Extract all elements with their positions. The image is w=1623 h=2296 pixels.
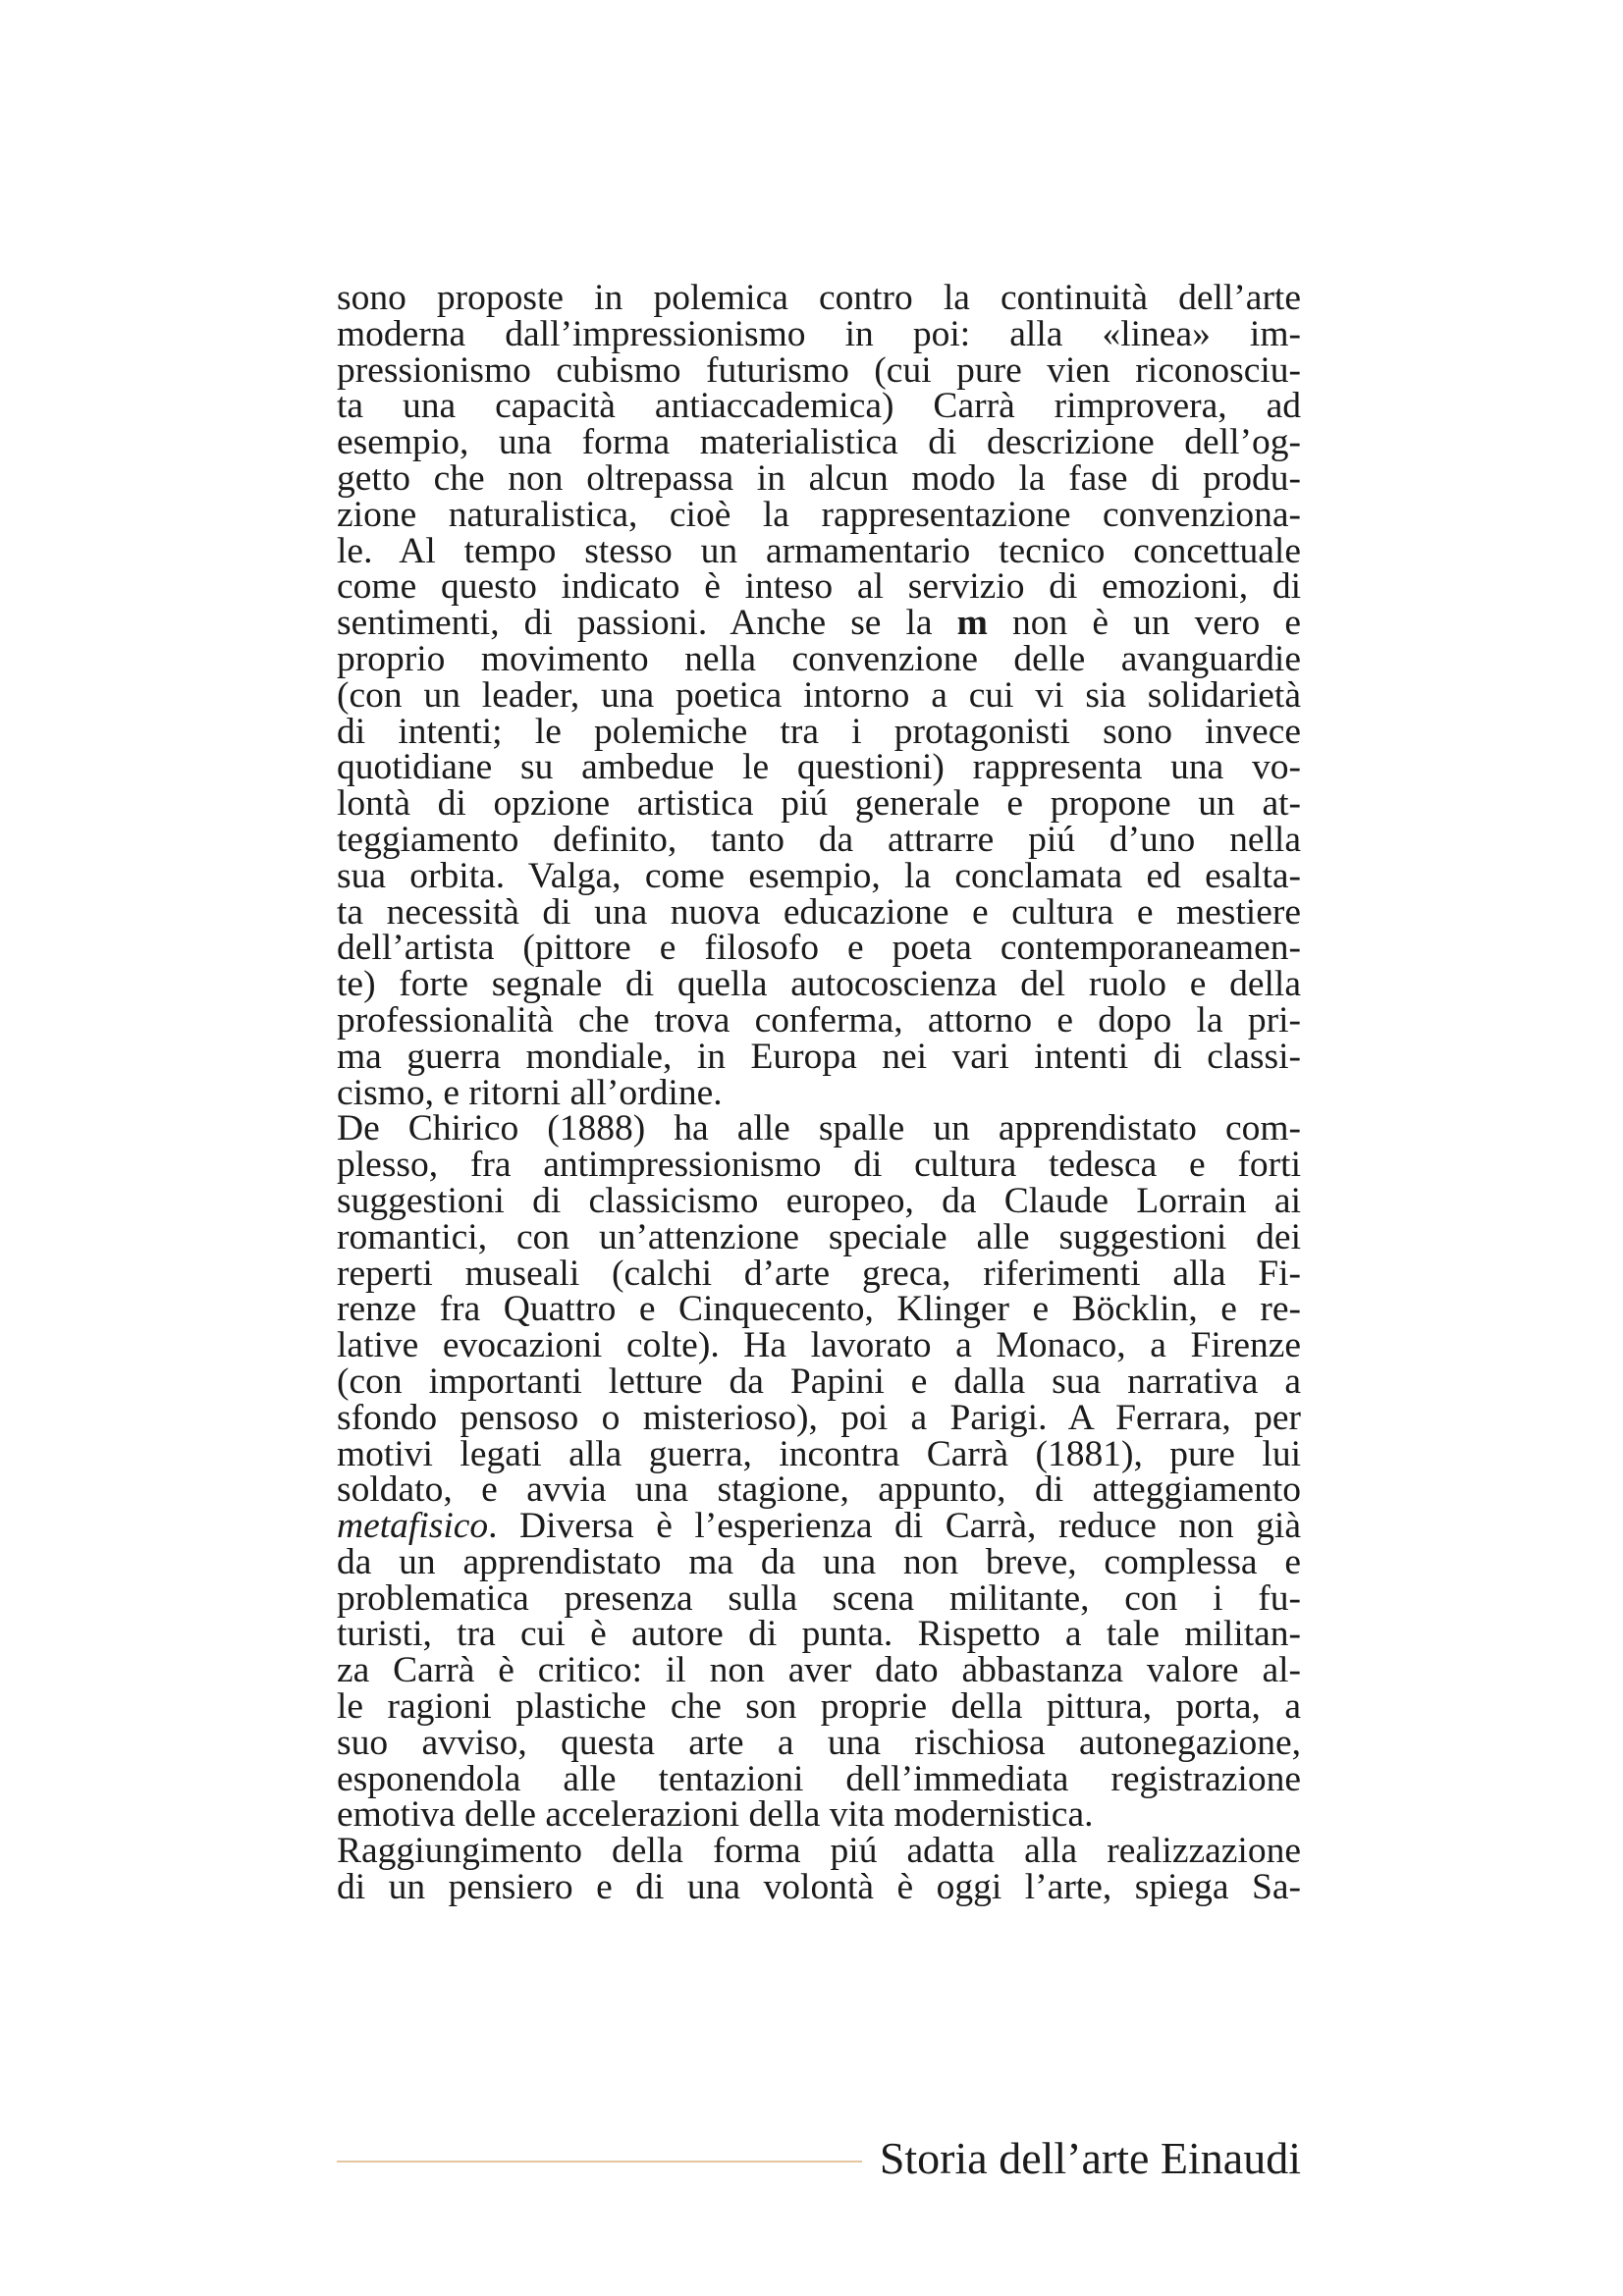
text-line: di intenti; le polemiche tra i protagonisti sono invece (337, 711, 1301, 752)
text-line: motivi legati alla guerra, incontra Carrà (1881), pure lui (337, 1433, 1301, 1474)
text-run: . Diversa è l’esperienza di Carrà, reduce non già (488, 1506, 1301, 1547)
text-line: pressionismo cubismo futurismo (cui pure vien riconosciu- (337, 349, 1301, 391)
body-text (337, 278, 1302, 1908)
text-line: zione naturalistica, cioè la rappresentazione convenziona- (337, 494, 1301, 535)
text-line: Raggiungimento della forma piú adatta alla realizzazione (337, 1831, 1301, 1872)
text-line: reperti museali (calchi d’arte greca, riferimenti alla Fi- (337, 1253, 1301, 1294)
text-line: problematica presenza sulla scena militante, con i fu- (337, 1577, 1301, 1619)
italic-term: metafisico (337, 1506, 489, 1547)
text-line: getto che non oltrepassa in alcun modo la fase di produ- (337, 457, 1301, 499)
text-line: cismo, e ritorni all’ordine. (337, 1072, 723, 1113)
text-line: turisti, tra cui è autore di punta. Rispetto a tale militan- (337, 1614, 1301, 1655)
text-line: le ragioni plastiche che son proprie della pittura, porta, a (337, 1686, 1301, 1728)
text-line: come questo indicato è inteso al servizio di emozioni, di (337, 566, 1301, 608)
text-line: renze fra Quattro e Cinquecento, Klinger e Böcklin, e re- (337, 1289, 1301, 1330)
text-line: (con importanti letture da Papini e dalla sua narrativa a (337, 1361, 1301, 1402)
text-line: proprio movimento nella convenzione delle avanguardie (337, 638, 1301, 679)
text-line: ta necessità di una nuova educazione e cultura e mestiere (337, 891, 1301, 933)
text-line: plesso, fra antimpressionismo di cultura tedesca e forti (337, 1145, 1301, 1186)
text-line: romantici, con un’attenzione speciale alle suggestioni dei (337, 1216, 1301, 1257)
text-line: za Carrà è critico: il non aver dato abbastanza valore al- (337, 1650, 1301, 1691)
text-line: lative evocazioni colte). Ha lavorato a Monaco, a Firenze (337, 1325, 1301, 1366)
text-run: sentimenti, di passioni. Anche se la (337, 603, 957, 644)
text-line: (con un leader, una poetica intorno a cui vi sia solidarietà (337, 674, 1301, 716)
text-line: le. Al tempo stesso un armamentario tecnico concettuale (337, 530, 1301, 571)
text-line: di un pensiero e di una volontà è oggi l’arte, spiega Sa- (337, 1867, 1301, 1908)
text-line: teggiamento definito, tanto da attrarre piú d’uno nella (337, 819, 1301, 860)
text-line: suo avviso, questa arte a una rischiosa autonegazione, (337, 1722, 1301, 1763)
text-line: ta una capacità antiaccademica) Carrà rimprovera, ad (337, 386, 1301, 427)
text-line: te) forte segnale di quella autocoscienza del ruolo e della (337, 964, 1301, 1005)
text-run: non è un vero e (987, 603, 1302, 644)
text-line (337, 603, 1302, 644)
text-line: suggestioni di classicismo europeo, da Claude Lorrain ai (337, 1180, 1301, 1221)
text-line: sua orbita. Valga, come esempio, la conclamata ed esalta- (337, 855, 1301, 896)
text-line: dell’artista (pittore e filosofo e poeta contemporaneamen- (337, 928, 1301, 969)
text-line: moderna dall’impressionismo in poi: alla «linea» im- (337, 313, 1301, 354)
text-line: emotiva delle accelerazioni della vita modernistica. (337, 1794, 1094, 1836)
footer-rule (337, 2161, 862, 2163)
text-line: esempio, una forma materialistica di descrizione dell’og- (337, 422, 1301, 463)
text-line: lontà di opzione artistica piú generale e propone un at- (337, 783, 1301, 825)
text-line: esponendola alle tentazioni dell’immediata registrazione (337, 1758, 1301, 1799)
text-line: sono proposte in polemica contro la continuità dell’arte (337, 278, 1301, 318)
text-line: quotidiane su ambedue le questioni) rappresenta una vo- (337, 747, 1301, 788)
text-line (337, 1506, 1301, 1547)
text-line: ma guerra mondiale, in Europa nei vari intenti di classi- (337, 1036, 1301, 1077)
footer-title: Storia dell’arte Einaudi (879, 2133, 1301, 2183)
text-line: sfondo pensoso o misterioso), poi a Parigi. A Ferrara, per (337, 1397, 1301, 1438)
text-line: da un apprendistato ma da una non breve, complessa e (337, 1541, 1301, 1582)
bold-term: m (956, 603, 988, 644)
text-line: professionalità che trova conferma, attorno e dopo la pri- (337, 999, 1301, 1041)
text-line: soldato, e avvia una stagione, appunto, di atteggiamento (337, 1469, 1301, 1511)
text-line: De Chirico (1888) ha alle spalle un apprendistato com- (337, 1108, 1301, 1149)
